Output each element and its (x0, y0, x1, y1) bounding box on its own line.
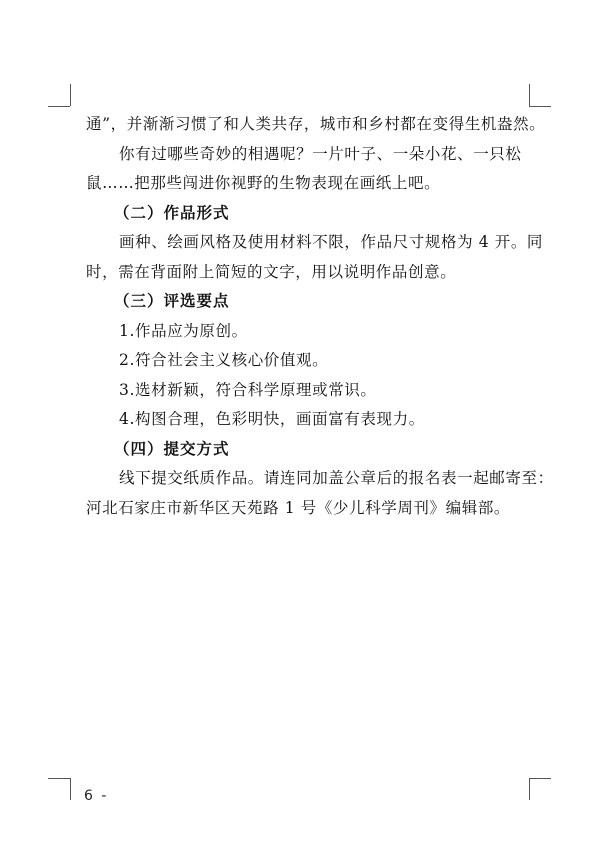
crop-mark-bottom-right (529, 778, 551, 779)
body-line: 鼠……把那些闯进你视野的生物表现在画纸上吧。 (86, 174, 441, 192)
crop-mark-top-right (529, 84, 530, 106)
crop-mark-top-right (529, 106, 551, 107)
crop-mark-bottom-left (70, 778, 71, 800)
section-heading-form: （二）作品形式 (114, 203, 230, 222)
list-item: 2.符合社会主义核心价值观。 (119, 351, 329, 369)
crop-mark-bottom-left (48, 778, 70, 779)
section-heading-criteria: （三）评选要点 (114, 292, 230, 310)
document-body (86, 110, 554, 523)
crop-mark-bottom-right (529, 778, 530, 800)
page-number: 6 - (84, 788, 109, 804)
crop-mark-top-left (70, 84, 71, 106)
body-line: 画种、绘画风格及使用材料不限，作品尺寸规格为 4 开。同 (119, 233, 544, 251)
body-line: 线下提交纸质作品。请连同加盖公章后的报名表一起邮寄至： (119, 469, 554, 487)
body-line: 通”，并渐渐习惯了和人类共存，城市和乡村都在变得生机盎然。 (86, 115, 546, 133)
section-heading-submission: （四）提交方式 (114, 439, 230, 458)
crop-mark-top-left (48, 106, 70, 107)
list-item: 4.构图合理，色彩明快，画面富有表现力。 (119, 410, 425, 428)
list-item: 3.选材新颖，符合科学原理或常识。 (119, 380, 377, 399)
list-item: 1.作品应为原创。 (119, 321, 248, 340)
body-line: 你有过哪些奇妙的相遇呢？一片叶子、一朵小花、一只松 (119, 144, 522, 163)
body-line: 河北石家庄市新华区天苑路 1 号《少儿科学周刊》编辑部。 (86, 498, 511, 517)
body-line: 时，需在背面附上简短的文字，用以说明作品创意。 (86, 262, 457, 281)
